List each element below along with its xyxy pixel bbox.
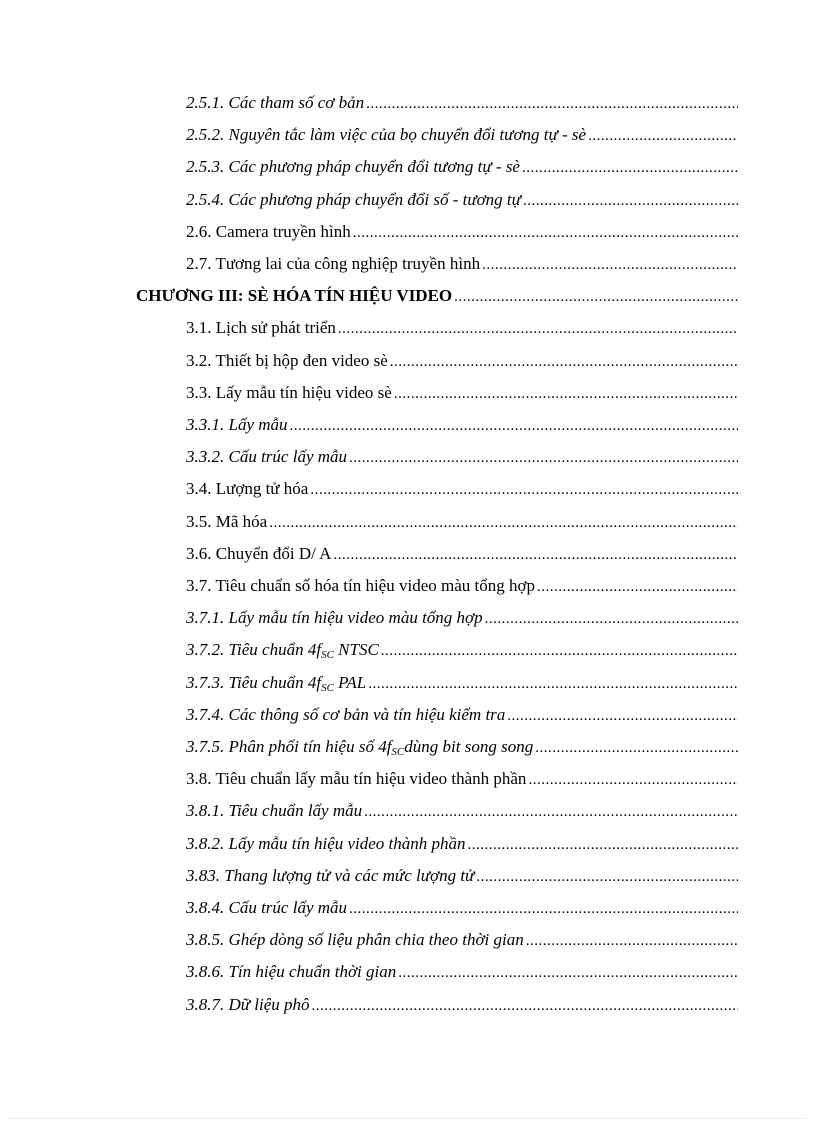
toc-dot-leader — [353, 223, 738, 243]
toc-entry-label-text: PAL — [333, 672, 367, 692]
toc-entry-label: 3.4. Lượng tử hóa — [186, 479, 309, 499]
toc-dot-leader — [269, 513, 738, 533]
toc-dot-leader — [588, 126, 738, 146]
toc-entry-section — [186, 380, 738, 404]
toc-entry-label — [186, 639, 381, 661]
toc-entry-label-subscript: SC — [321, 649, 334, 662]
toc-entry-label: 3.8. Tiêu chuẩn lấy mẫu tín hiệu video thành phần — [186, 769, 527, 789]
toc-entry-label: 2.7. Tương lai của công nghiệp truyền hình — [186, 254, 481, 273]
toc-dot-leader — [522, 158, 738, 178]
toc-dot-leader — [537, 577, 738, 597]
toc-entry-section — [186, 219, 738, 243]
toc-dot-leader — [485, 609, 738, 629]
toc-entry-label: 3.8.2. Lấy mẫu tín hiệu video thành phần — [186, 833, 466, 853]
toc-dot-leader — [454, 287, 738, 307]
toc-entry-label: 2.5.1. Các tham số cơ bản — [186, 93, 365, 112]
toc-entry-sub — [186, 959, 738, 983]
toc-entry-label: 3.3.1. Lấy mẫu — [186, 415, 288, 434]
toc-entry-label: 3.8.1. Tiêu chuẩn lấy mẫu — [186, 801, 363, 821]
toc-dot-leader — [507, 706, 738, 726]
toc-entry-label-text: 3.7.2. Tiêu chuẩn 4f — [186, 640, 322, 660]
toc-entry-label — [186, 672, 368, 694]
toc-entry-section — [186, 541, 738, 565]
toc-entry-label: 3.3. Lấy mẫu tín hiệu video sè — [186, 382, 392, 402]
toc-dot-leader — [366, 94, 738, 114]
toc-entry-label: 3.6. Chuyển đổi D/ A — [186, 543, 332, 563]
toc-entry-sub — [186, 798, 738, 822]
toc-entry-label: 3.8.6. Tín hiệu chuẩn thời gian — [186, 962, 397, 982]
toc-dot-leader — [381, 641, 738, 661]
toc-entry-section — [186, 251, 738, 275]
toc-entry-label: 3.83. Thang lượng tử và các mức lượng tử — [186, 865, 475, 885]
toc-entry-label: 3.5. Mã hóa — [186, 511, 268, 531]
toc-dot-leader — [310, 480, 738, 500]
toc-entry-label: CHƯƠNG III: SÈ HÓA TÍN HIỆU VIDEO — [136, 286, 453, 306]
toc-entry-label-text: 3.7.5. Phân phối tín hiệu số 4f — [186, 737, 392, 756]
toc-dot-leader — [476, 867, 738, 887]
toc-entry-label: 3.8.4. Cấu trúc lấy mẫu — [186, 898, 348, 917]
toc-entry-label-subscript: SC — [321, 681, 334, 694]
toc-dot-leader — [398, 963, 738, 983]
toc-entry-label: 3.1. Lịch sử phát triển — [186, 318, 336, 338]
toc-entry-label: 3.2. Thiết bị hộp đen video sè — [186, 350, 388, 370]
toc-entry-label: 2.5.3. Các phương pháp chuyển đổi tương tự - sè — [186, 157, 520, 177]
toc-entry-sub — [186, 927, 738, 951]
toc-dot-leader — [526, 931, 738, 951]
toc-entry-sub — [186, 863, 738, 887]
toc-entry-label-text: 3.7.3. Tiêu chuẩn 4f — [186, 672, 322, 692]
toc-entry-sub — [186, 444, 738, 468]
toc-entry-label: 3.8.5. Ghép dòng số liệu phân chia theo thời gian — [186, 930, 524, 950]
toc-entry-sub — [186, 831, 738, 855]
toc-entry-label-text: dùng bit song song — [404, 737, 534, 756]
toc-entry-sub — [186, 605, 738, 629]
toc-entry-label: 3.3.2. Cấu trúc lấy mẫu — [186, 447, 348, 467]
toc-dot-leader — [394, 384, 738, 404]
toc-entry-sub — [186, 154, 738, 178]
toc-dot-leader — [535, 738, 738, 758]
toc-entry-sub — [186, 637, 738, 661]
toc-dot-leader — [482, 255, 738, 275]
toc-entry-sub — [186, 992, 738, 1016]
toc-dot-leader — [523, 191, 738, 211]
toc-entry-sub — [186, 412, 738, 436]
toc-entry-section — [186, 573, 738, 597]
toc-entry-sub — [186, 90, 738, 114]
toc-entry-label — [186, 736, 535, 758]
toc-dot-leader — [364, 802, 738, 822]
toc-dot-leader — [338, 319, 738, 339]
toc-entry-label: 2.5.2. Nguyên tắc làm việc của bọ chuyển đổi tương tự - sè — [186, 125, 587, 145]
toc-entry-section — [186, 348, 738, 372]
toc-entry-chapter — [136, 283, 738, 307]
toc-dot-leader — [333, 545, 738, 565]
toc-dot-leader — [368, 674, 738, 694]
toc-entry-label-text: NTSC — [333, 640, 379, 660]
page-bottom-divider — [10, 1118, 806, 1119]
toc-dot-leader — [312, 996, 738, 1016]
toc-entry-sub — [186, 895, 738, 919]
toc-dot-leader — [390, 352, 738, 372]
toc-entry-sub — [186, 702, 738, 726]
toc-entry-sub — [186, 734, 738, 758]
toc-entry-section — [186, 476, 738, 500]
toc-entry-label: 2.6. Camera truyền hình — [186, 221, 351, 241]
toc-entry-sub — [186, 670, 738, 694]
toc-entry-label: 3.7.4. Các thông số cơ bản và tín hiệu kiểm tra — [186, 704, 506, 724]
toc-dot-leader — [349, 899, 738, 919]
toc-dot-leader — [528, 770, 738, 790]
toc-entry-label: 3.7.1. Lấy mẫu tín hiệu video màu tổng hợp — [186, 608, 483, 628]
toc-entry-label: 2.5.4. Các phương pháp chuyển đổi số - tương tự — [186, 189, 521, 209]
toc-entry-section — [186, 315, 738, 339]
toc-dot-leader — [290, 416, 738, 436]
toc-entry-label: 3.8.7. Dữ liệu phô — [186, 994, 310, 1014]
toc-dot-leader — [468, 835, 738, 855]
toc-entry-sub — [186, 122, 738, 146]
toc-entry-label-subscript: SC — [391, 746, 405, 758]
toc-entry-sub — [186, 187, 738, 211]
toc-entry-section — [186, 766, 738, 790]
toc-entry-label: 3.7. Tiêu chuẩn số hóa tín hiệu video màu tổng hợp — [186, 576, 535, 595]
toc-dot-leader — [349, 448, 738, 468]
toc-entry-section — [186, 509, 738, 533]
